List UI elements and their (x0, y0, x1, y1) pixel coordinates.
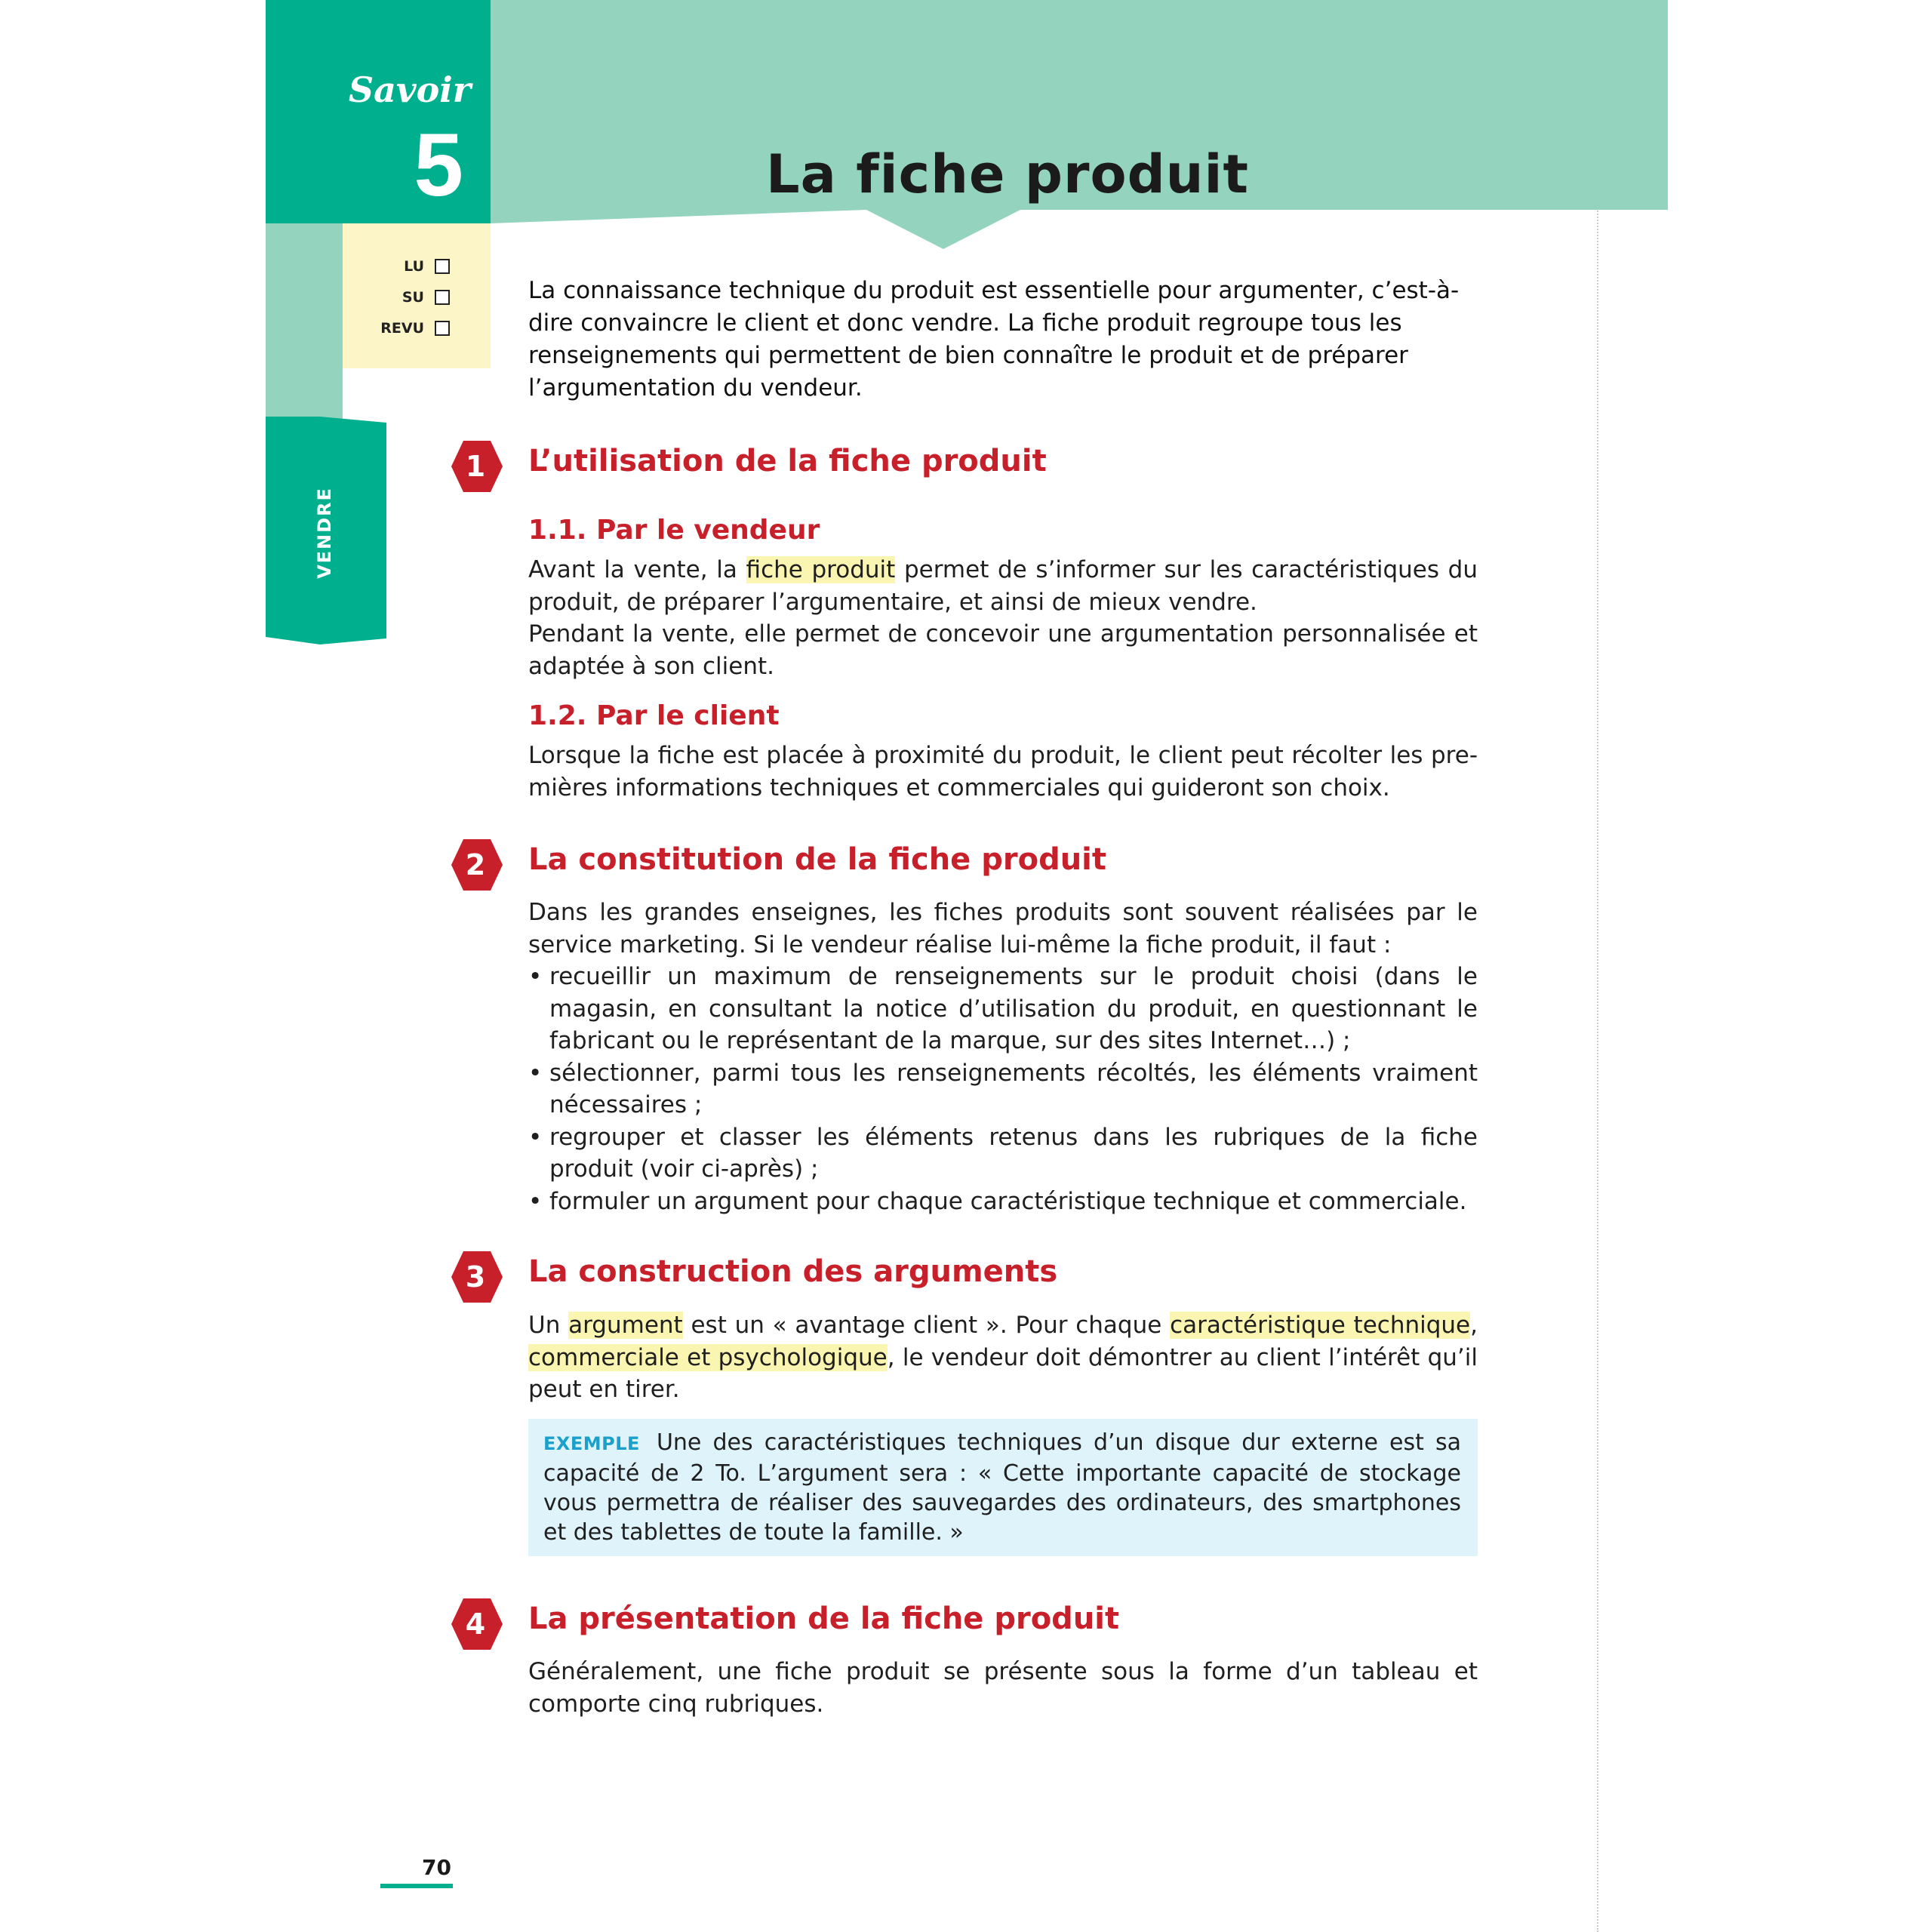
savoir-block (266, 0, 491, 223)
reading-checklist (343, 223, 491, 368)
checklist-item-lu[interactable] (404, 255, 450, 278)
section-title-2: La constitution de la fiche produit (528, 842, 1107, 877)
section-badge-3 (451, 1250, 504, 1304)
list-item: • sélectionner, parmi tous les renseignements récoltés, les éléments vraiment nécessaires ; (528, 1057, 1478, 1121)
highlighted-term: caractéristique technique (1170, 1312, 1471, 1339)
side-tab-label: VENDRE (314, 487, 335, 579)
checklist-label: SU (401, 289, 424, 306)
checkbox-icon[interactable] (435, 290, 450, 305)
section-body-2 (528, 897, 1478, 1217)
checklist-label: REVU (380, 320, 424, 337)
section-number: 2 (465, 848, 486, 881)
savoir-number: 5 (414, 115, 463, 215)
bullet-list (528, 961, 1478, 1217)
checkbox-icon[interactable] (435, 259, 450, 274)
section-badge-4 (451, 1597, 504, 1651)
intro-paragraph: La connaissance technique du produit est essentielle pour argumenter, c’est-à-dire convaincre le client et donc vendre. La fiche produit regroupe tous les renseignements qui permettent de bien connaître le produit et de préparer l’argumentation du vendeur. (528, 277, 1460, 401)
section-title-4: La présentation de la fiche produit (528, 1601, 1120, 1636)
subsection-body-1-1 (528, 554, 1478, 682)
side-band (266, 223, 343, 423)
paragraph: Dans les grandes enseignes, les fiches produits sont souvent réalisées par le service marketing. Si le vendeur réalise lui-même la fiche produit, il faut : (528, 899, 1478, 958)
section-body-4 (528, 1656, 1478, 1720)
list-item: • recueillir un maximum de renseignements sur le produit choisi (dans le magasin, en consultant la notice d’utilisation du produit, en questionnant le fabricant ou le représentant de la marque, sur des sites Internet…) ; (528, 961, 1478, 1057)
page-number-rule (380, 1884, 453, 1888)
page-number: 70 (422, 1855, 451, 1880)
list-item: • regrouper et classer les éléments retenus dans les rubriques de la fiche produit (voir ci-après) ; (528, 1121, 1478, 1186)
section-badge-1 (451, 439, 504, 494)
example-box (528, 1419, 1478, 1556)
section-number: 4 (465, 1607, 486, 1641)
checklist-item-revu[interactable] (380, 317, 450, 340)
example-label: EXEMPLE (543, 1433, 640, 1454)
highlighted-term: fiche produit (746, 556, 896, 583)
section-number: 1 (465, 450, 486, 483)
section-body-3 (528, 1309, 1478, 1406)
savoir-label: Savoir (348, 69, 471, 110)
paragraph: Pendant la vente, elle permet de concevoir une argumentation personnalisée et adaptée à son client. (528, 620, 1478, 680)
paragraph: Généralement, une fiche produit se présente sous la forme d’un tableau et comporte cinq rubriques. (528, 1658, 1478, 1718)
subsection-title-1-1: 1.1. Par le vendeur (528, 515, 820, 546)
subsection-title-1-2: 1.2. Par le client (528, 700, 780, 731)
highlighted-term: commerciale et psychologique (528, 1343, 888, 1371)
section-title-1: L’utilisation de la fiche produit (528, 444, 1047, 478)
paragraph: Lorsque la fiche est placée à proximité du produit, le client peut récolter les premières informations techniques et commerciales qui guideront son choix. (528, 742, 1478, 801)
page-title: La fiche produit (766, 143, 1249, 205)
paragraph: Un argument est un « avantage client ». Pour chaque caractéristique technique, commerciale et psychologique, le vendeur doit démontrer au client l’intérêt qu’il peut en tirer. (528, 1312, 1478, 1403)
checklist-label: LU (404, 258, 424, 275)
paragraph: Avant la vente, la fiche produit permet de s’informer sur les caractéristiques du produit, de préparer l’argumentaire, et ainsi de mieux vendre. (528, 556, 1478, 616)
example-text: Une des caractéristiques techniques d’un disque dur externe est sa capacité de 2 To. L’argument sera : « Cette importante capacité de stockage vous permettra de réaliser des sauvegardes des ordinateurs, des smartphones et des tablettes de toute la famille. » (543, 1429, 1461, 1546)
section-title-3: La construction des arguments (528, 1254, 1058, 1289)
checkbox-icon[interactable] (435, 321, 450, 336)
section-badge-2 (451, 838, 504, 892)
highlighted-term: argument (568, 1312, 683, 1339)
list-item: • formuler un argument pour chaque caractéristique technique et commerciale. (528, 1186, 1478, 1218)
checklist-item-su[interactable] (402, 286, 450, 309)
section-number: 3 (465, 1260, 486, 1294)
subsection-body-1-2 (528, 740, 1478, 804)
page-trim-line (1597, 0, 1598, 1932)
